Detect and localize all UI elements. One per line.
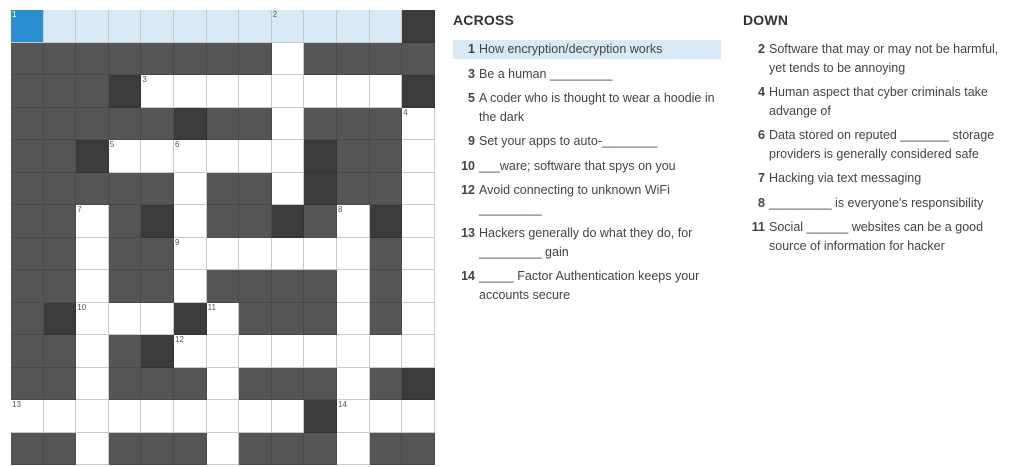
- across-clue-10[interactable]: [453, 157, 721, 176]
- grid-block: [174, 108, 207, 141]
- clue-text: Software that may or may not be harmful, yet tends to be annoying: [769, 42, 999, 75]
- grid-cell[interactable]: [109, 140, 142, 173]
- grid-cell[interactable]: [76, 270, 109, 303]
- grid-block: [44, 140, 77, 173]
- grid-block: [337, 43, 370, 76]
- clue-number: 10: [461, 158, 475, 173]
- grid-block: [239, 270, 272, 303]
- grid-cell[interactable]: [337, 335, 370, 368]
- cell-number: 3: [142, 75, 147, 84]
- grid-block: [304, 400, 337, 433]
- grid-cell[interactable]: [337, 270, 370, 303]
- grid-cell[interactable]: [207, 433, 240, 466]
- grid-block: [370, 108, 403, 141]
- grid-block: [370, 270, 403, 303]
- grid-block: [207, 270, 240, 303]
- grid-block: [11, 238, 44, 271]
- grid-block: [11, 75, 44, 108]
- grid-cell[interactable]: [207, 140, 240, 173]
- cell-number: 7: [77, 205, 82, 214]
- grid-cell[interactable]: [44, 10, 77, 43]
- across-heading: ACROSS: [453, 12, 515, 28]
- grid-block: [402, 433, 435, 466]
- grid-block: [141, 238, 174, 271]
- grid-block: [402, 10, 435, 43]
- grid-block: [44, 335, 77, 368]
- cell-number: 13: [12, 400, 21, 409]
- grid-block: [337, 140, 370, 173]
- grid-block: [174, 433, 207, 466]
- cell-number: 12: [175, 335, 184, 344]
- grid-block: [337, 173, 370, 206]
- grid-block: [44, 368, 77, 401]
- grid-block: [11, 270, 44, 303]
- grid-cell[interactable]: [239, 335, 272, 368]
- grid-cell[interactable]: [141, 10, 174, 43]
- clue-text: Set your apps to auto-________: [479, 134, 658, 148]
- cell-number: 9: [175, 237, 180, 247]
- clue-number: 3: [468, 66, 475, 81]
- grid-cell[interactable]: [402, 400, 435, 433]
- grid-cell[interactable]: [207, 10, 240, 43]
- grid-cell[interactable]: [109, 400, 142, 433]
- cell-number: 5: [109, 140, 115, 149]
- grid-block: [370, 368, 403, 401]
- crossword-grid: [11, 10, 435, 465]
- grid-cell[interactable]: [337, 10, 370, 43]
- grid-block: [109, 173, 142, 206]
- across-clue-3[interactable]: [453, 65, 721, 84]
- grid-block: [109, 108, 142, 141]
- cell-number: 2: [272, 10, 278, 19]
- grid-block: [174, 303, 207, 336]
- clue-text: Social ______ websites can be a good source of information for hacker: [769, 220, 984, 253]
- grid-block: [370, 173, 403, 206]
- grid-block: [272, 205, 305, 238]
- grid-block: [141, 108, 174, 141]
- grid-block: [239, 43, 272, 76]
- cell-number: 8: [338, 205, 343, 214]
- grid-block: [174, 43, 207, 76]
- grid-block: [109, 75, 142, 108]
- grid-block: [402, 75, 435, 108]
- grid-block: [44, 238, 77, 271]
- grid-cell[interactable]: [76, 433, 109, 466]
- grid-block: [304, 173, 337, 206]
- clue-number: 1: [468, 42, 475, 56]
- grid-block: [44, 43, 77, 76]
- clue-number: 6: [758, 128, 765, 142]
- grid-block: [370, 205, 403, 238]
- grid-cell[interactable]: [337, 75, 370, 108]
- grid-block: [239, 303, 272, 336]
- clue-text: _________ is everyone's responsibility: [769, 195, 984, 210]
- across-clue-1[interactable]: [453, 40, 721, 59]
- grid-cell[interactable]: [76, 303, 109, 336]
- grid-cell[interactable]: [370, 335, 403, 368]
- grid-cell[interactable]: [272, 140, 305, 173]
- grid-block: [109, 335, 142, 368]
- clue-text: Be a human _________: [479, 66, 613, 81]
- cell-number: 14: [338, 400, 347, 409]
- grid-block: [304, 43, 337, 76]
- grid-block: [76, 140, 109, 173]
- grid-cell[interactable]: [76, 335, 109, 368]
- grid-block: [141, 335, 174, 368]
- grid-block: [11, 368, 44, 401]
- grid-cell[interactable]: [272, 238, 305, 271]
- grid-block: [337, 108, 370, 141]
- grid-block: [304, 433, 337, 466]
- down-clue-6[interactable]: [743, 126, 1013, 163]
- grid-block: [44, 270, 77, 303]
- clue-number: 4: [758, 85, 765, 99]
- grid-cell[interactable]: [239, 75, 272, 108]
- down-clue-2[interactable]: [743, 40, 1013, 77]
- grid-cell[interactable]: [239, 10, 272, 43]
- grid-block: [174, 368, 207, 401]
- grid-cell[interactable]: [337, 368, 370, 401]
- grid-block: [44, 205, 77, 238]
- grid-block: [11, 43, 44, 76]
- grid-cell[interactable]: [272, 75, 305, 108]
- clue-number: 14: [461, 269, 475, 283]
- grid-cell[interactable]: [239, 400, 272, 433]
- grid-block: [370, 433, 403, 466]
- grid-block: [76, 108, 109, 141]
- grid-block: [370, 303, 403, 336]
- grid-cell[interactable]: [402, 270, 435, 303]
- down-clue-8[interactable]: [743, 194, 1013, 213]
- grid-cell[interactable]: [11, 400, 44, 433]
- grid-cell[interactable]: [402, 173, 435, 206]
- cell-number: 4: [403, 107, 408, 117]
- clue-number: 12: [461, 183, 475, 197]
- grid-cell[interactable]: [402, 335, 435, 368]
- across-clue-list: [453, 40, 721, 304]
- grid-block: [76, 173, 109, 206]
- clue-number: 7: [758, 171, 765, 185]
- clue-text: Human aspect that cyber criminals take advange of: [769, 85, 988, 118]
- grid-cell[interactable]: [174, 400, 207, 433]
- grid-cell[interactable]: [402, 303, 435, 336]
- clue-text: Data stored on reputed _______ storage providers is generally considered safe: [769, 128, 995, 161]
- grid-cell[interactable]: [272, 10, 305, 43]
- grid-cell[interactable]: [272, 400, 305, 433]
- across-clue-14[interactable]: [453, 267, 721, 304]
- clue-number: 5: [468, 91, 475, 105]
- grid-block: [11, 108, 44, 141]
- clue-number: 9: [468, 134, 475, 148]
- down-clue-list: [743, 40, 1013, 255]
- down-clue-4[interactable]: [743, 83, 1013, 120]
- clue-number: 11: [751, 220, 765, 234]
- cell-number: 11: [207, 302, 216, 312]
- grid-cell[interactable]: [174, 10, 207, 43]
- grid-cell[interactable]: [304, 335, 337, 368]
- grid-cell[interactable]: [11, 10, 44, 43]
- grid-block: [304, 270, 337, 303]
- grid-block: [109, 43, 142, 76]
- grid-cell[interactable]: [174, 205, 207, 238]
- grid-cell[interactable]: [337, 433, 370, 466]
- grid-cell[interactable]: [207, 238, 240, 271]
- grid-block: [207, 43, 240, 76]
- grid-cell[interactable]: [402, 205, 435, 238]
- grid-block: [304, 368, 337, 401]
- grid-cell[interactable]: [337, 238, 370, 271]
- grid-cell[interactable]: [402, 238, 435, 271]
- grid-cell[interactable]: [141, 400, 174, 433]
- grid-block: [109, 368, 142, 401]
- clue-text: How encryption/decryption works: [479, 42, 663, 56]
- grid-block: [109, 433, 142, 466]
- grid-block: [304, 140, 337, 173]
- grid-block: [402, 43, 435, 76]
- across-clue-5[interactable]: [453, 89, 721, 126]
- grid-block: [76, 43, 109, 76]
- grid-block: [109, 270, 142, 303]
- grid-cell[interactable]: [109, 10, 142, 43]
- down-heading: DOWN: [743, 12, 789, 28]
- across-clue-9[interactable]: [453, 132, 721, 151]
- grid-block: [11, 173, 44, 206]
- grid-cell[interactable]: [174, 75, 207, 108]
- grid-cell[interactable]: [207, 368, 240, 401]
- grid-cell[interactable]: [272, 43, 305, 76]
- grid-block: [11, 335, 44, 368]
- grid-cell[interactable]: [141, 140, 174, 173]
- across-clues-panel: [453, 12, 721, 310]
- grid-cell[interactable]: [174, 270, 207, 303]
- grid-block: [207, 173, 240, 206]
- grid-block: [76, 75, 109, 108]
- grid-block: [44, 108, 77, 141]
- grid-block: [272, 303, 305, 336]
- clue-number: 8: [758, 195, 765, 210]
- grid-block: [239, 205, 272, 238]
- grid-cell[interactable]: [207, 335, 240, 368]
- down-clue-7[interactable]: [743, 169, 1013, 188]
- grid-block: [109, 205, 142, 238]
- grid-block: [239, 368, 272, 401]
- grid-block: [304, 303, 337, 336]
- grid-block: [207, 205, 240, 238]
- grid-cell[interactable]: [337, 303, 370, 336]
- grid-cell[interactable]: [174, 238, 207, 271]
- grid-cell[interactable]: [76, 400, 109, 433]
- clue-text: ___ware; software that spys on you: [479, 158, 676, 173]
- grid-cell[interactable]: [141, 303, 174, 336]
- grid-cell[interactable]: [370, 400, 403, 433]
- grid-cell[interactable]: [402, 108, 435, 141]
- grid-block: [44, 433, 77, 466]
- grid-block: [141, 368, 174, 401]
- grid-block: [370, 238, 403, 271]
- grid-cell[interactable]: [272, 173, 305, 206]
- grid-block: [272, 433, 305, 466]
- grid-block: [141, 270, 174, 303]
- grid-cell[interactable]: [207, 75, 240, 108]
- grid-block: [239, 433, 272, 466]
- grid-cell[interactable]: [304, 238, 337, 271]
- grid-cell[interactable]: [337, 400, 370, 433]
- grid-cell[interactable]: [239, 238, 272, 271]
- grid-block: [239, 173, 272, 206]
- clue-text: Avoid connecting to unknown WiFi _________: [479, 183, 670, 216]
- grid-block: [44, 75, 77, 108]
- grid-cell[interactable]: [207, 303, 240, 336]
- grid-cell[interactable]: [174, 140, 207, 173]
- across-clue-13[interactable]: [453, 224, 721, 261]
- clue-text: Hackers generally do what they do, for _________ gain: [479, 226, 693, 259]
- across-clue-12[interactable]: [453, 181, 721, 218]
- grid-cell[interactable]: [174, 173, 207, 206]
- grid-cell[interactable]: [44, 400, 77, 433]
- grid-cell[interactable]: [76, 10, 109, 43]
- grid-cell[interactable]: [239, 140, 272, 173]
- grid-block: [11, 140, 44, 173]
- grid-cell[interactable]: [272, 335, 305, 368]
- grid-cell[interactable]: [304, 10, 337, 43]
- grid-block: [370, 43, 403, 76]
- clue-text: Hacking via text messaging: [769, 171, 922, 185]
- grid-block: [141, 43, 174, 76]
- grid-cell[interactable]: [370, 10, 403, 43]
- grid-block: [11, 303, 44, 336]
- grid-block: [402, 368, 435, 401]
- grid-cell[interactable]: [109, 303, 142, 336]
- grid-block: [272, 270, 305, 303]
- grid-block: [141, 205, 174, 238]
- clue-text: A coder who is thought to wear a hoodie in the dark: [479, 91, 715, 124]
- grid-cell[interactable]: [76, 368, 109, 401]
- clue-number: 13: [461, 226, 475, 240]
- grid-cell[interactable]: [76, 238, 109, 271]
- grid-block: [109, 238, 142, 271]
- down-clue-11[interactable]: [743, 218, 1013, 255]
- grid-cell[interactable]: [174, 335, 207, 368]
- cell-number: 10: [77, 302, 87, 312]
- grid-cell[interactable]: [304, 75, 337, 108]
- down-clues-panel: [743, 12, 1013, 261]
- grid-block: [370, 140, 403, 173]
- grid-block: [239, 108, 272, 141]
- cell-number: 1: [12, 10, 17, 19]
- grid-block: [11, 205, 44, 238]
- grid-block: [44, 303, 77, 336]
- grid-cell[interactable]: [272, 108, 305, 141]
- grid-block: [207, 108, 240, 141]
- grid-cell[interactable]: [370, 75, 403, 108]
- grid-block: [44, 173, 77, 206]
- grid-block: [141, 173, 174, 206]
- grid-cell[interactable]: [141, 75, 174, 108]
- grid-cell[interactable]: [207, 400, 240, 433]
- grid-block: [304, 205, 337, 238]
- grid-block: [11, 433, 44, 466]
- clue-number: 2: [758, 42, 765, 56]
- grid-cell[interactable]: [402, 140, 435, 173]
- grid-cell[interactable]: [76, 205, 109, 238]
- grid-cell[interactable]: [337, 205, 370, 238]
- grid-block: [272, 368, 305, 401]
- clue-text: _____ Factor Authentication keeps your accounts secure: [479, 269, 700, 302]
- cell-number: 6: [175, 140, 180, 149]
- grid-block: [304, 108, 337, 141]
- grid-block: [141, 433, 174, 466]
